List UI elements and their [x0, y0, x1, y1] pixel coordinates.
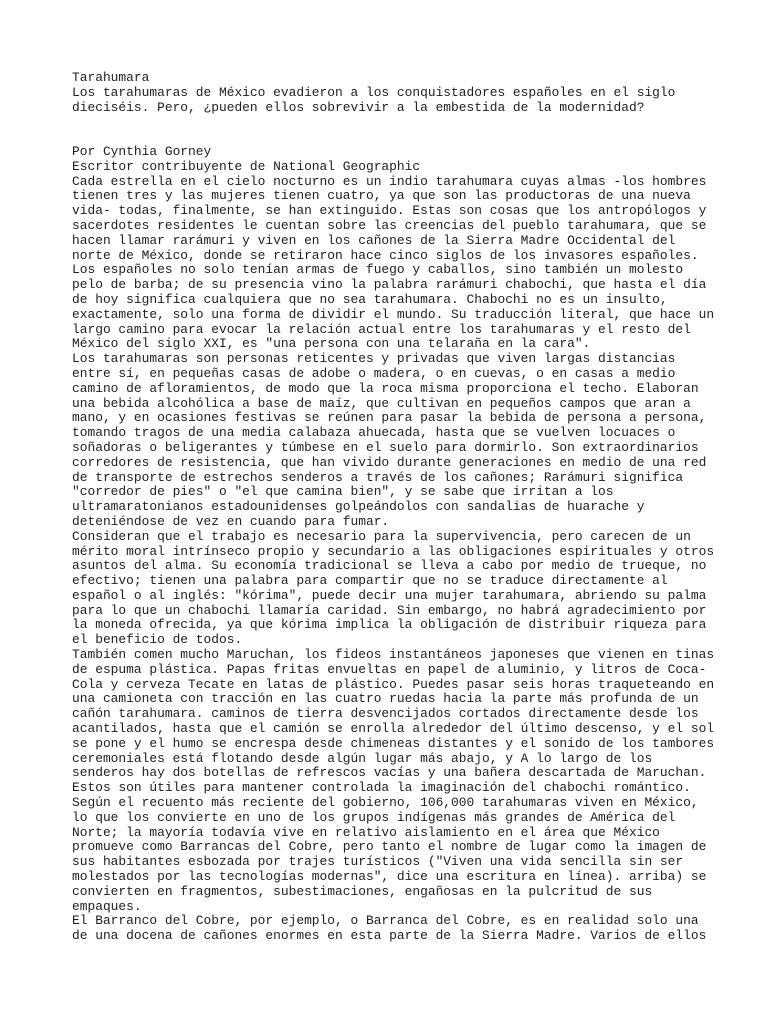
- paragraph-line: corredores de resistencia, que han vivido durante generaciones en medio de una red: [72, 454, 707, 470]
- paragraph-line: cañón tarahumara. caminos de tierra desvencijados cortados directamente desde los: [72, 706, 699, 722]
- paragraph-line: mérito moral intrínseco propio y secundario a las obligaciones espirituales y otros: [72, 543, 715, 559]
- paragraph-line: lo que los convierte en uno de los grupos indígenas más grandes de América del: [72, 809, 676, 825]
- paragraph-line: para lo que un chabochi llamaría caridad. Sin embargo, no habrá agradecimiento por: [72, 602, 707, 618]
- paragraph-line: molestados por las tecnologías modernas", dice una escritura en línea). arriba) se: [72, 869, 707, 885]
- paragraph-line: el beneficio de todos.: [72, 632, 243, 648]
- paragraph-line: Norte; la mayoría todavía vive en relativo aislamiento en el área que México: [72, 824, 660, 840]
- paragraph: [72, 796, 712, 914]
- paragraph-line: tomando tragos de una media calabaza ahuecada, hasta que se vuelven locuaces o: [72, 425, 676, 441]
- author-name: Por Cynthia Gorney: [72, 143, 212, 159]
- paragraph-line: español o al inglés: "kórima", puede decir una mujer tarahumara, abriendo su palma: [72, 587, 707, 603]
- paragraph-line: deteniéndose de vez en cuando para fumar.: [72, 513, 390, 529]
- paragraph-line: senderos hay dos botellas de refrescos vacías y una bañera descartada de Maruchan.: [72, 765, 707, 781]
- paragraph-line: hacen llamar rarámuri y viven en los cañones de la Sierra Madre Occidental del: [72, 232, 676, 248]
- paragraph-line: se pone y el humo se encrespa desde chimeneas distantes y el sonido de los tambores: [72, 735, 715, 751]
- blank-line: [72, 115, 712, 130]
- paragraph-line: una camioneta con tracción en las cuatro ruedas hacia la parte más profunda de un: [72, 691, 699, 707]
- paragraph-line: México del siglo XXI, es "una persona con una telaraña en la cara".: [72, 336, 591, 352]
- paragraph-line: camino de afloramientos, de modo que la roca misma proporciona el techo. Elaboran: [72, 380, 699, 396]
- paragraph: [72, 173, 715, 353]
- paragraph-line: tienen tres y las mujeres tienen cuatro, ya que son las productoras de una nueva: [72, 188, 691, 204]
- paragraph-line: norte de México, donde se retiraron hace cinco siglos de los invasores españoles.: [72, 247, 699, 263]
- paragraph-line: de espuma plástica. Papas fritas envueltas en papel de aluminio, y litros de Coca-: [72, 661, 707, 677]
- paragraph-line: promueve como Barrancas del Cobre, pero tanto el nombre de lugar como la imagen de: [72, 839, 707, 855]
- paragraph-line: Los españoles no solo tenían armas de fuego y caballos, sino también un molesto: [72, 262, 684, 278]
- paragraph-line: Cola y cerveza Tecate en latas de plástico. Puedes pasar seis horas traqueteando en: [72, 676, 715, 692]
- paragraph-line: exactamente, solo una forma de dividir el mundo. Su traducción literal, que hace un: [72, 306, 715, 322]
- paragraph-line: asuntos del alma. Su economía tradicional se lleva a cabo por medio de trueque, no: [72, 558, 707, 574]
- paragraph-line: largo camino para evocar la relación actual entre los tarahumaras y el resto del: [72, 321, 691, 337]
- author-role: Escritor contribuyente de National Geographic: [72, 158, 421, 174]
- paragraph-line: sacerdotes residentes le cuentan sobre las creencias del pueblo tarahumara, que se: [72, 217, 707, 233]
- paragraph-line: de hoy significa cualquiera que no sea tarahumara. Chabochi no es un insulto,: [72, 291, 668, 307]
- paragraph-line: También comen mucho Maruchan, los fideos instantáneos japoneses que vienen en tinas: [72, 647, 715, 663]
- paragraph-line: efectivo; tienen una palabra para compartir que no se traduce directamente al: [72, 573, 668, 589]
- blank-line: [72, 130, 712, 145]
- paragraph-line: Según el recuento más reciente del gobierno, 106,000 tarahumaras viven en México,: [72, 795, 699, 811]
- paragraph-line: pelo de barba; de su presencia vino la palabra rarámuri chabochi, que hasta el día: [72, 277, 707, 293]
- paragraph-line: acantilados, hasta que el camión se enrolla alrededor del último descenso, y el sol: [72, 721, 715, 737]
- paragraph-line: entre sí, en pequeñas casas de adobe o madera, o en cuevas, o en casas a medio: [72, 365, 676, 381]
- paragraph-line: de una docena de cañones enormes en esta parte de la Sierra Madre. Varios de ellos: [72, 928, 707, 944]
- subtitle-line: dieciséis. Pero, ¿pueden ellos sobrevivir a la embestida de la modernidad?: [72, 99, 645, 115]
- paragraph-line: una bebida alcohólica a base de maíz, que cultivan en pequeños campos que aran a: [72, 395, 691, 411]
- paragraph: [72, 352, 712, 530]
- paragraph-line: empaques.: [72, 898, 142, 914]
- paragraph: [72, 914, 712, 944]
- paragraph-line: Cada estrella en el cielo nocturno es un indio tarahumara cuyas almas -los hombres: [72, 173, 707, 189]
- paragraph-line: El Barranco del Cobre, por ejemplo, o Barranca del Cobre, es en realidad solo una: [72, 913, 699, 929]
- subtitle-line: Los tarahumaras de México evadieron a los conquistadores españoles en el siglo: [72, 84, 676, 100]
- paragraph-line: la moneda ofrecida, ya que kórima implica la obligación de distribuir riqueza para: [72, 617, 707, 633]
- paragraph-line: soñadoras o beligerantes y túmbese en el suelo para dormirlo. Son extraordinarios: [72, 439, 699, 455]
- paragraph-line: Estos son útiles para mantener controlada la imaginación del chabochi romántico.: [72, 780, 691, 796]
- paragraph-line: ultramaratonianos estadounidenses golpeándolos con sandalias de huarache y: [72, 499, 645, 515]
- paragraph-line: sus habitantes esbozada por trajes turísticos ("Viven una vida sencilla sin ser: [72, 854, 684, 870]
- paragraph: [72, 647, 715, 796]
- article-body: [72, 173, 715, 944]
- paragraph-line: Consideran que el trabajo es necesario para la supervivencia, pero carecen de un: [72, 528, 691, 544]
- paragraph-line: de transporte de estrechos senderos a través de los cañones; Rarámuri significa: [72, 469, 684, 485]
- byline: [72, 145, 712, 175]
- paragraph-line: ceremoniales está flotando desde algún lugar más abajo, y A lo largo de los: [72, 750, 653, 766]
- paragraph-line: "corredor de pies" o "el que camina bien", y se sabe que irritan a los: [72, 484, 614, 500]
- paragraph-line: vida- todas, finalmente, se han extinguido. Estas son cosas que los antropólogos y: [72, 203, 707, 219]
- paragraph: [72, 528, 715, 648]
- paragraph-line: mano, y en ocasiones festivas se reúnen para pasar la bebida de persona a persona,: [72, 410, 707, 426]
- paragraph-line: convierten en fragmentos, subestimaciones, engañosas en la pulcritud de sus: [72, 883, 653, 899]
- paragraph-line: Los tarahumaras son personas reticentes y privadas que viven largas distancias: [72, 351, 676, 367]
- document-header: [72, 71, 712, 115]
- document-title: Tarahumara: [72, 70, 150, 85]
- document-page: [72, 70, 715, 944]
